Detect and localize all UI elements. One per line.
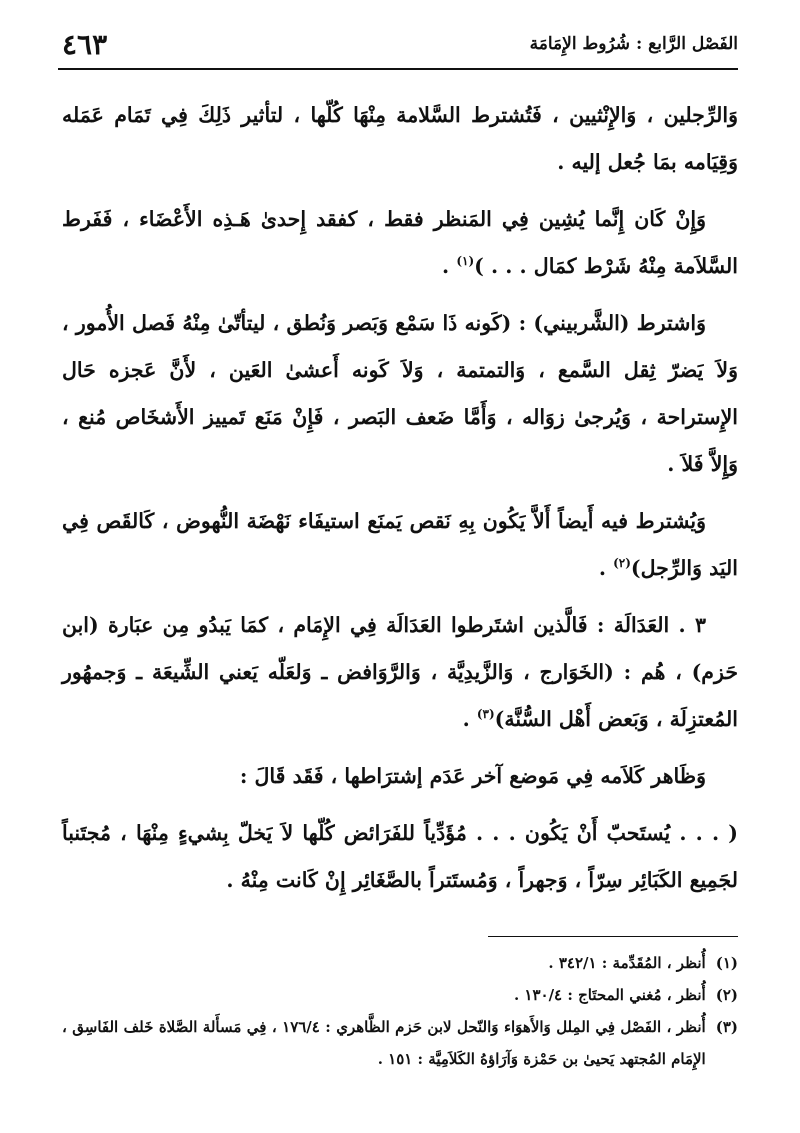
footnote-3 [62,1011,738,1075]
footnote-text: أُنظر ، الفَصْل فِي المِلل وَالأَهوَاء وَالنّحل لابن حَزم الظَّاهري : ١٧٦/٤ ، فِي مَسأَلة الصَّلاة خَلف الفَاسِق ، الإِمَام المُجتهد يَحيىٰ بن حَمْزة وَآرَاؤهُ الكَلاَمِيَّة : ١٥١ . [62,1018,706,1068]
paragraph-7 [62,810,738,904]
footnote-1 [62,947,738,979]
footnote-ref-3[interactable]: (٣) [476,707,495,722]
footnote-ref-1[interactable]: (١) [456,254,475,269]
footnote-number: (١) [715,954,738,972]
footnote-divider [488,936,738,937]
paragraph-2: وَإِنْ كَان إِنَّما يُشِين فِي المَنظر فقط ، كفقد إِحدىٰ هَـذِه الأَعْضَاء ، فَفَرط السَّلاَمة مِنْهُ شَرْط كمَال . . . )$^{(١)}$ . [62,207,738,278]
chapter-title: الفَصْل الرَّابع : شُرُوط الإِمَامَة [529,34,738,54]
list-number: ٣ . [678,613,706,637]
footnote-number: (٢) [715,986,738,1004]
paragraph-4-text: وَيُشترط فيه أَيضاً أَلاَّ يَكُون بِهِ نَقص يَمنَع استيفَاء نَهْضَة النُّهوض ، كَالقَص فِي اليَد وَالرِّجل) [62,509,738,580]
footnote-ref-2[interactable]: (٢) [613,556,631,571]
page-header [58,28,738,70]
paragraph-5: ٣ . العَدَالَة : فَالَّذين اشتَرطوا العَدَالَة فِي الإِمَام ، كمَا يَبدُو مِن عبَارة (ابن حَزم) ، هُم : (الخَوَارج ، وَالزَّيدِيَّة ، وَالرَّوَافض ـ وَلعَلّه يَعني الشِّيعَة ـ وَجمهُور المُعتزِلَة ، وَبَعض أَهْل السُّنَّة)$^{(٣)}$ . [62,613,738,731]
footnote-2 [62,979,738,1011]
paragraph-2-text: وَإِنْ كَان إِنَّما يُشِين فِي المَنظر فقط ، كفقد إِحدىٰ هَـذِه الأَعْضَاء ، فَفَرط السَّلاَمة مِنْهُ شَرْط كمَال . . . ) [62,207,738,278]
footnote-text: أُنظر ، مُغني المحتَاج : ١٣٠/٤ . [513,986,706,1004]
paragraph-7-text: ( . . . يُستَحبّ أَنْ يَكُون . . . مُؤَدِّياً للفَرَائض كُلّها لاَ يَخلّ بِشيءٍ مِنْهَا ، مُجتَنباً لجَمِيع الكَبَائِر سِرّاً ، وَجهراً ، وَمُستَتراً بالصَّغَائِر إِنْ كَانت مِنْهُ . [62,821,738,892]
paragraph-6 [62,753,738,800]
footnote-text: أُنظر ، المُقَدِّمة : ٣٤٢/١ . [548,954,706,972]
paragraph-4: وَيُشترط فيه أَيضاً أَلاَّ يَكُون بِهِ نَقص يَمنَع استيفَاء نَهْضَة النُّهوض ، كَالقَص فِي اليَد وَالرِّجل)$^{(٢)}$ . [62,509,738,580]
paragraph-3 [62,300,738,488]
paragraph-1-text: وَالرِّجلين ، وَالإِنْثيين ، فَتُشترط السَّلامة مِنْهَا كُلّها ، لتأثير ذَلِكَ فِي تَمَام عَمَله وَقِيَامه بمَا جُعل إليه . [62,103,738,174]
footnote-number: (٣) [715,1018,738,1036]
paragraph-6-text: وَظَاهر كَلاَمه فِي مَوضع آخر عَدَم إشترَاطها ، فَقَد قَالَ : [239,764,706,788]
footnotes [62,947,738,1075]
paragraph-5-text: العَدَالَة : فَالَّذين اشتَرطوا العَدَالَة فِي الإِمَام ، كمَا يَبدُو مِن عبَارة (ابن حَزم) ، هُم : (الخَوَارج ، وَالزَّيدِيَّة ، وَالرَّوَافض ـ وَلعَلّه يَعني الشِّيعَة ـ وَجمهُور المُعتزِلَة ، وَبَعض أَهْل السُّنَّة) [62,613,738,731]
page-number: ٤٦٣ [62,28,108,61]
paragraph-3-text: وَاشترط (الشَّربيني) : (كَونه ذَا سَمْع وَبَصر وَنُطق ، ليتأتّىٰ مِنْهُ فَصل الأُمور ، وَلاَ يَضرّ ثِقل السَّمع ، وَالتمتمة ، وَلاَ كَونه أَعشىٰ العَين ، لأَنَّ عَجزه حَال الإِستراحة ، وَيُرجىٰ زوَاله ، وَأَمَّا ضَعف البَصر ، فَإِنْ مَنَع تَمييز الأَشخَاص مُنع ، وَإِلاَّ فَلاَ . [62,311,738,476]
body-text [62,92,738,914]
paragraph-1 [62,92,738,186]
